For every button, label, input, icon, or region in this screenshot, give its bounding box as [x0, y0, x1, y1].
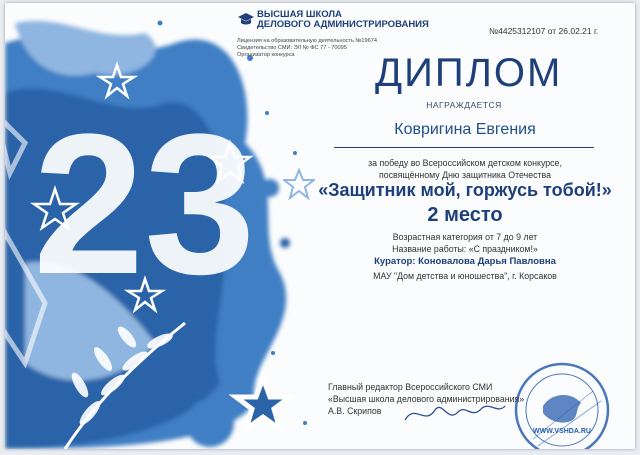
official-seal — [513, 361, 611, 449]
decorative-number-23: 23 — [33, 93, 256, 316]
signer-name: А.В. Скрипов — [328, 406, 382, 416]
organization-name-line2: ДЕЛОВОГО АДМИНИСТРИРОВАНИЯ — [257, 19, 429, 30]
award-label: НАГРАЖДАЕТСЯ — [426, 100, 502, 110]
signer-position-line1: Главный редактор Всероссийского СМИ — [328, 382, 493, 392]
diploma-sheet — [5, 3, 635, 449]
reason-line2: посвящённому Дню защитника Отечества — [379, 170, 551, 180]
signer-position-line2: «Высшая школа делового администрирования» — [328, 394, 525, 404]
organization-name-line1: ВЫСШАЯ ШКОЛА — [257, 9, 342, 20]
license-text: Лицензия на образовательную деятельность №19674 — [237, 38, 377, 44]
seal-text: WWW.VSHDA.RU — [533, 428, 591, 435]
license-info — [237, 38, 377, 59]
recipient-name: Ковригина Евгения — [394, 121, 536, 138]
certificate-text: Свидетельство СМИ: ЭЛ № ФС 77 - 70095 — [237, 45, 347, 51]
name-underline — [334, 147, 594, 148]
place-result: 2 место — [427, 204, 503, 226]
work-title: Название работы: «С праздником!» — [392, 244, 538, 254]
institution-name: МАУ "Дом детства и юношества", г. Корсаков — [373, 271, 557, 281]
diploma-title: ДИПЛОМ — [375, 51, 563, 95]
document-number: №4425312107 от 26.02.21 г. — [489, 26, 599, 36]
handwritten-signature — [400, 398, 510, 428]
curator-name: Куратор: Коновалова Дарья Павловна — [374, 256, 556, 267]
graduation-cap-icon — [237, 12, 255, 26]
age-category: Возрастная категория от 7 до 9 лет — [392, 232, 538, 242]
contest-title: «Защитник мой, горжусь тобой!» — [318, 180, 612, 200]
organizer-text: Организатор конкурса — [237, 52, 295, 58]
reason-line1: за победу во Всероссийском детском конкурсе, — [368, 158, 562, 168]
organization-name — [257, 10, 429, 30]
work-details — [335, 231, 595, 255]
decorative-artwork — [5, 3, 335, 449]
award-reason — [325, 157, 605, 181]
